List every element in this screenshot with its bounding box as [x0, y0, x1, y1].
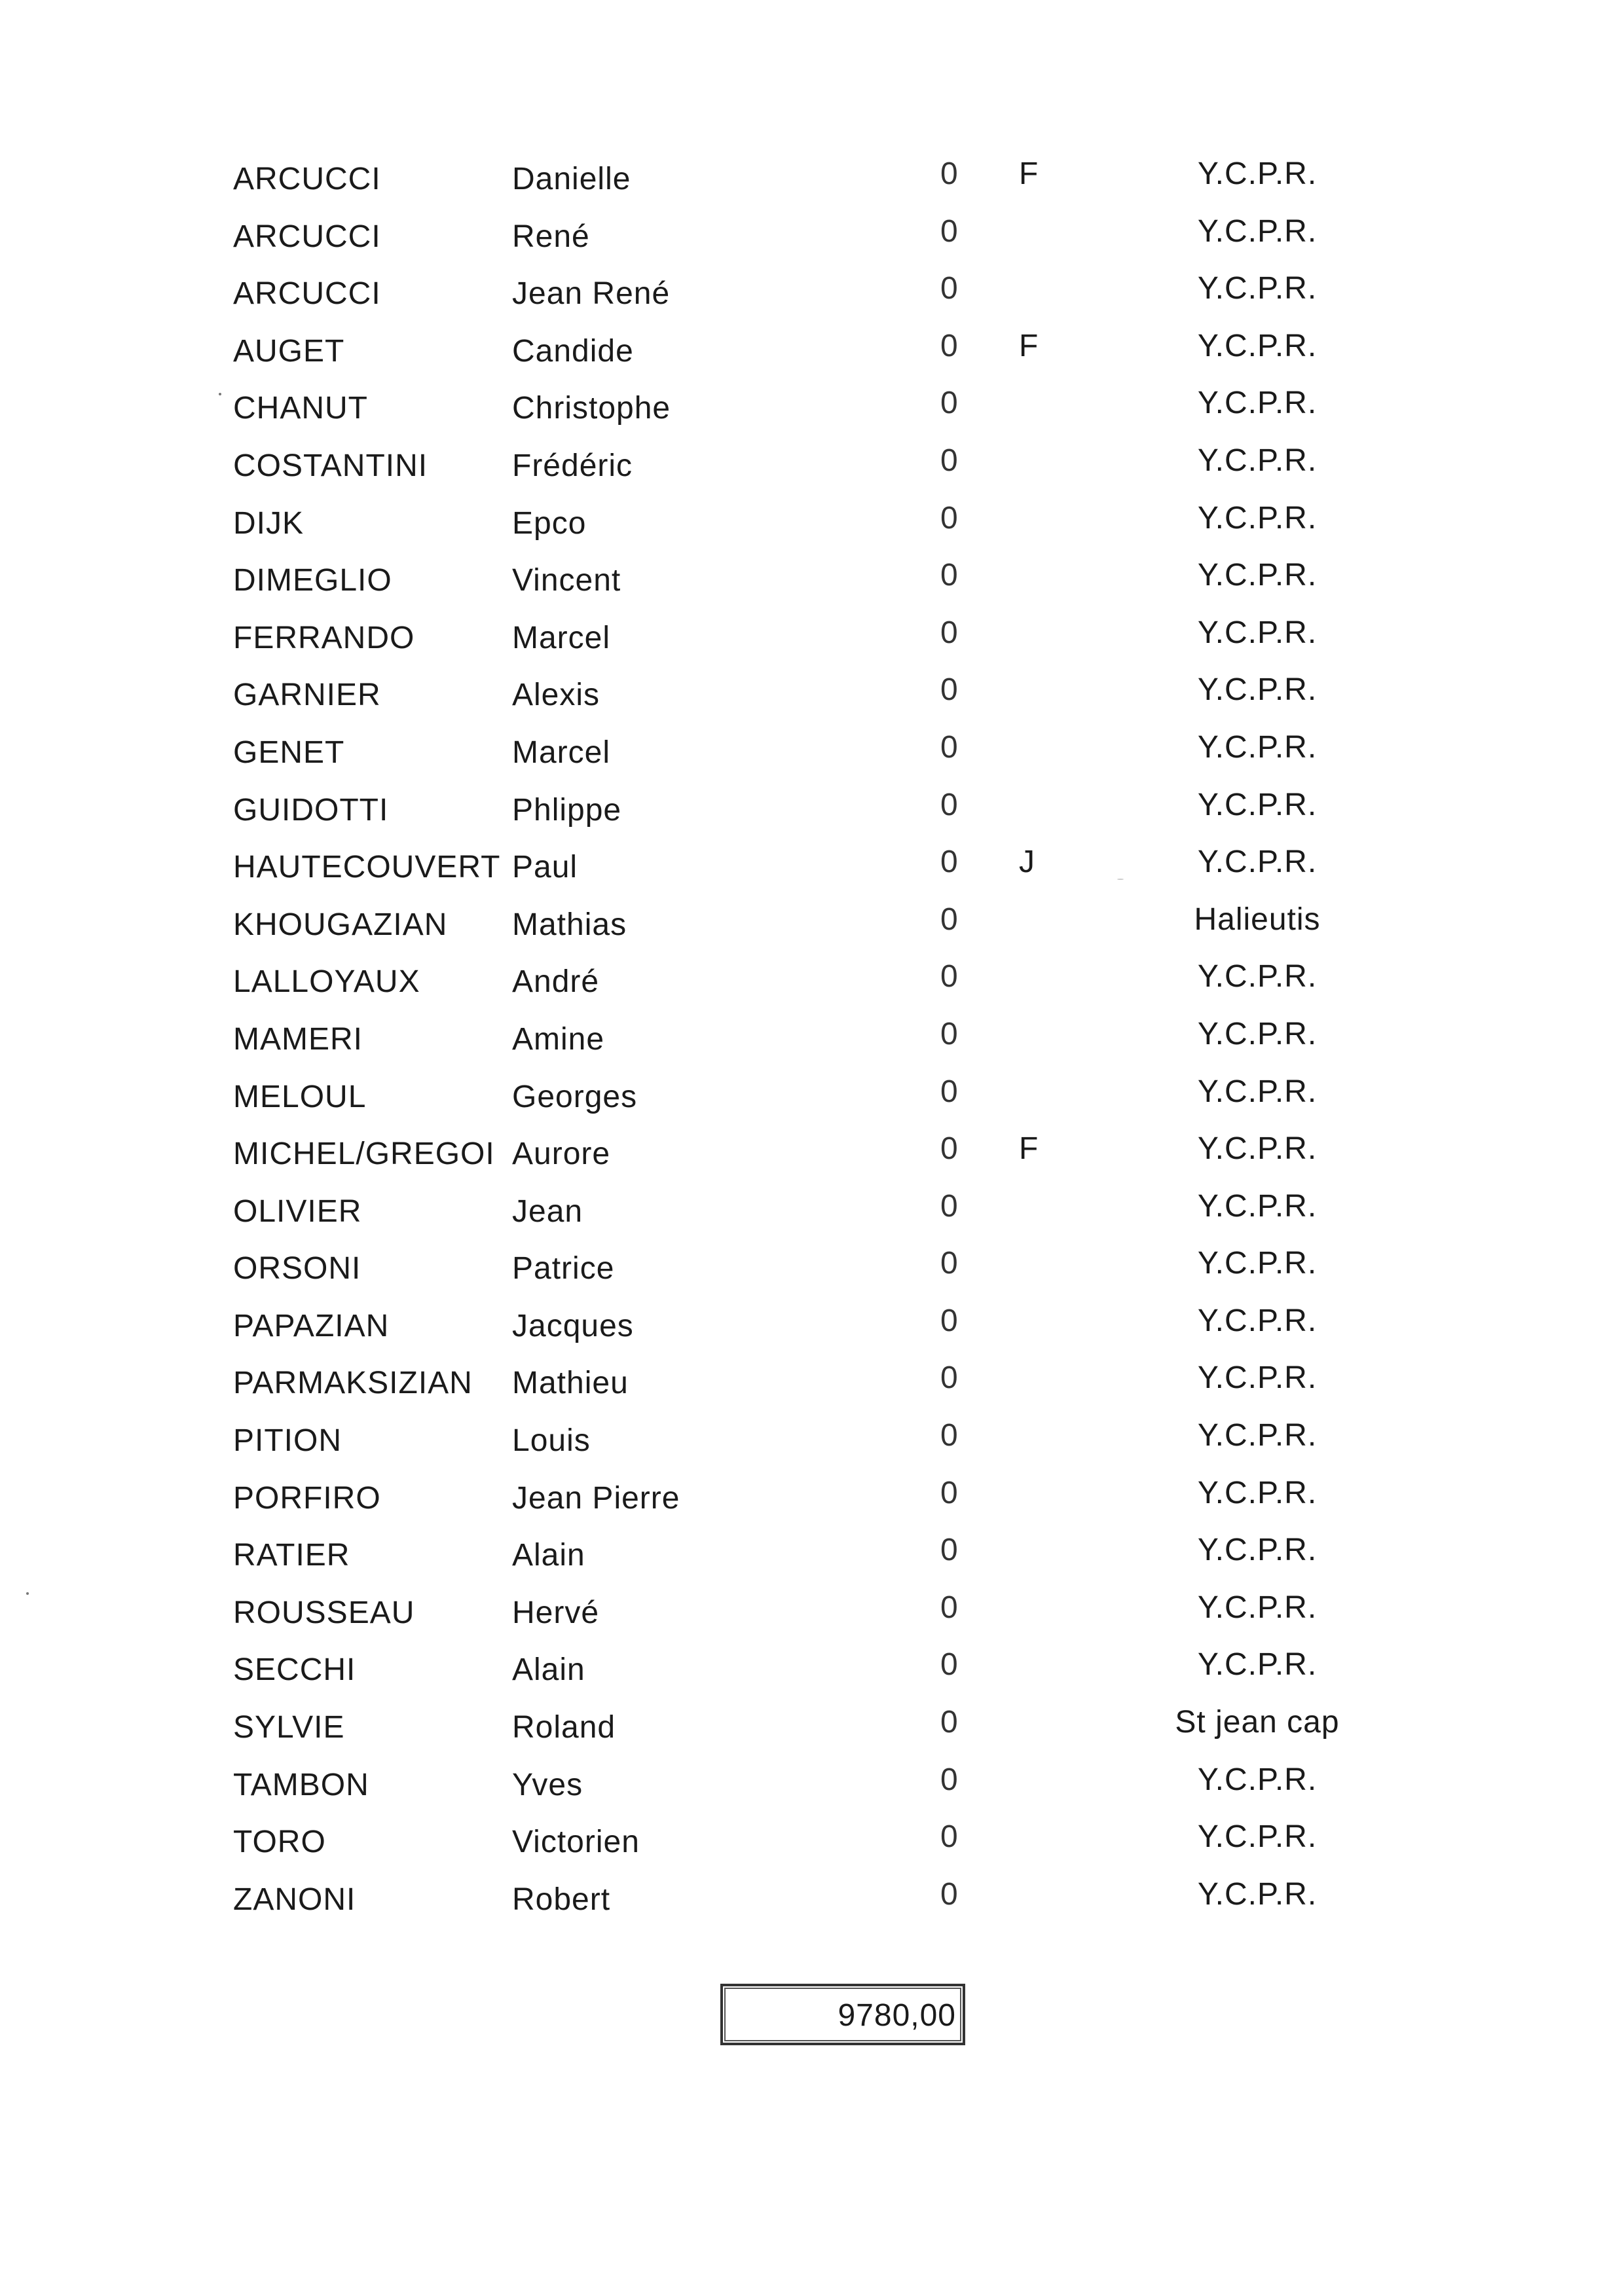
last-name-cell: DIMEGLIO [233, 563, 392, 598]
count-cell: 0 [940, 787, 959, 822]
club-cell: Y.C.P.R. [1197, 959, 1318, 994]
first-name-cell: Mathias [512, 907, 627, 942]
last-name-cell: SYLVIE [233, 1710, 345, 1745]
club-cell: Y.C.P.R. [1197, 443, 1318, 478]
last-name-cell: PITION [233, 1423, 342, 1459]
last-name-cell: PORFIRO [233, 1480, 381, 1516]
table-row [0, 1186, 1624, 1244]
club-cell: Y.C.P.R. [1197, 1819, 1318, 1855]
first-name-cell: Vincent [512, 563, 621, 598]
count-cell: 0 [940, 1303, 959, 1338]
flag-cell: F [1019, 328, 1039, 363]
count-cell: 0 [940, 615, 959, 650]
first-name-cell: Frédéric [512, 448, 633, 483]
count-cell: 0 [940, 959, 959, 994]
first-name-cell: Phlippe [512, 792, 622, 828]
club-cell: Y.C.P.R. [1197, 1876, 1318, 1912]
last-name-cell: TORO [233, 1825, 326, 1860]
last-name-cell: ARCUCCI [233, 219, 381, 254]
flag-cell: J [1019, 845, 1035, 880]
last-name-cell: COSTANTINI [233, 448, 428, 483]
table-row [0, 1645, 1624, 1702]
last-name-cell: CHANUT [233, 391, 368, 426]
club-cell: Y.C.P.R. [1197, 1188, 1318, 1224]
count-cell: 0 [940, 729, 959, 765]
club-cell: Y.C.P.R. [1197, 1475, 1318, 1510]
last-name-cell: ZANONI [233, 1882, 356, 1917]
count-cell: 0 [940, 1016, 959, 1051]
first-name-cell: Louis [512, 1423, 591, 1459]
last-name-cell: AUGET [233, 333, 345, 369]
table-row [0, 1817, 1624, 1874]
club-cell: Y.C.P.R. [1197, 1418, 1318, 1453]
count-cell: 0 [940, 443, 959, 478]
table-row [0, 154, 1624, 211]
count-cell: 0 [940, 271, 959, 306]
last-name-cell: MICHEL/GREGOI [233, 1137, 495, 1172]
first-name-cell: Hervé [512, 1595, 600, 1630]
first-name-cell: Roland [512, 1710, 616, 1745]
first-name-cell: Jacques [512, 1308, 634, 1343]
first-name-cell: André [512, 964, 600, 1000]
count-cell: 0 [940, 1876, 959, 1912]
club-cell: Y.C.P.R. [1197, 1246, 1318, 1281]
count-cell: 0 [940, 1131, 959, 1167]
first-name-cell: Christophe [512, 391, 671, 426]
last-name-cell: LALLOYAUX [233, 964, 420, 1000]
count-cell: 0 [940, 1475, 959, 1510]
table-row [0, 613, 1624, 670]
last-name-cell: FERRANDO [233, 620, 415, 655]
table-row [0, 1072, 1624, 1129]
count-cell: 0 [940, 1705, 959, 1740]
last-name-cell: PAPAZIAN [233, 1308, 390, 1343]
count-cell: 0 [940, 672, 959, 708]
first-name-cell: Alexis [512, 678, 600, 713]
table-row [0, 1588, 1624, 1645]
last-name-cell: OLIVIER [233, 1194, 362, 1229]
first-name-cell: Victorien [512, 1825, 640, 1860]
table-row [0, 383, 1624, 441]
scan-speck [26, 1592, 29, 1595]
first-name-cell: Alain [512, 1538, 585, 1573]
table-row [0, 1760, 1624, 1817]
last-name-cell: ARCUCCI [233, 276, 381, 312]
table-row [0, 727, 1624, 785]
club-cell: Halieutis [1194, 902, 1321, 937]
table-row [0, 268, 1624, 326]
count-cell: 0 [940, 1360, 959, 1396]
last-name-cell: ROUSSEAU [233, 1595, 415, 1630]
table-row [0, 1530, 1624, 1588]
table-row [0, 957, 1624, 1014]
table-row [0, 842, 1624, 900]
club-cell: Y.C.P.R. [1197, 156, 1318, 191]
club-cell: Y.C.P.R. [1197, 213, 1318, 249]
first-name-cell: Amine [512, 1021, 605, 1057]
club-cell: Y.C.P.R. [1197, 500, 1318, 536]
club-cell: Y.C.P.R. [1197, 787, 1318, 822]
table-row [0, 1243, 1624, 1301]
last-name-cell: GENET [233, 735, 345, 770]
last-name-cell: KHOUGAZIAN [233, 907, 448, 942]
total-box [720, 1984, 965, 2045]
club-cell: Y.C.P.R. [1197, 1131, 1318, 1167]
first-name-cell: Aurore [512, 1137, 611, 1172]
first-name-cell: Robert [512, 1882, 611, 1917]
club-cell: Y.C.P.R. [1197, 1533, 1318, 1568]
table-row [0, 441, 1624, 498]
table-row [0, 900, 1624, 957]
first-name-cell: Danielle [512, 162, 631, 196]
table-row [0, 1702, 1624, 1760]
count-cell: 0 [940, 1533, 959, 1568]
club-cell: Y.C.P.R. [1197, 1590, 1318, 1625]
last-name-cell: PARMAKSIZIAN [233, 1366, 473, 1401]
club-cell: Y.C.P.R. [1197, 729, 1318, 765]
count-cell: 0 [940, 1647, 959, 1683]
count-cell: 0 [940, 1819, 959, 1855]
first-name-cell: Georges [512, 1079, 638, 1114]
count-cell: 0 [940, 1074, 959, 1109]
first-name-cell: Paul [512, 850, 578, 885]
club-cell: St jean cap [1175, 1705, 1340, 1740]
flag-cell: F [1019, 156, 1039, 191]
scan-speck [219, 393, 221, 395]
table-row [0, 211, 1624, 269]
club-cell: Y.C.P.R. [1197, 271, 1318, 306]
club-cell: Y.C.P.R. [1197, 672, 1318, 708]
club-cell: Y.C.P.R. [1197, 1647, 1318, 1683]
table-row [0, 785, 1624, 843]
count-cell: 0 [940, 558, 959, 593]
table-row [0, 1358, 1624, 1415]
first-name-cell: Candide [512, 333, 634, 369]
last-name-cell: RATIER [233, 1538, 350, 1573]
last-name-cell: SECCHI [233, 1652, 356, 1688]
table-row [0, 670, 1624, 727]
club-cell: Y.C.P.R. [1197, 386, 1318, 421]
first-name-cell: Epco [512, 505, 587, 541]
last-name-cell: TAMBON [233, 1767, 369, 1802]
first-name-cell: Patrice [512, 1251, 615, 1286]
count-cell: 0 [940, 213, 959, 249]
first-name-cell: Yves [512, 1767, 583, 1802]
last-name-cell: ARCUCCI [233, 162, 381, 196]
club-cell: Y.C.P.R. [1197, 1016, 1318, 1051]
last-name-cell: ORSONI [233, 1251, 361, 1286]
first-name-cell: Jean [512, 1194, 583, 1229]
last-name-cell: HAUTECOUVERT [233, 850, 501, 885]
first-name-cell: Mathieu [512, 1366, 629, 1401]
scan-speck [1117, 879, 1124, 880]
total-value: 9780,00 [838, 1998, 956, 2033]
table-row [0, 1014, 1624, 1072]
table-row [0, 555, 1624, 613]
count-cell: 0 [940, 845, 959, 880]
table-row [0, 1415, 1624, 1473]
table-row [0, 498, 1624, 556]
last-name-cell: GUIDOTTI [233, 792, 389, 828]
count-cell: 0 [940, 500, 959, 536]
club-cell: Y.C.P.R. [1197, 1303, 1318, 1338]
club-cell: Y.C.P.R. [1197, 558, 1318, 593]
last-name-cell: GARNIER [233, 678, 381, 713]
count-cell: 0 [940, 1188, 959, 1224]
club-cell: Y.C.P.R. [1197, 1762, 1318, 1797]
count-cell: 0 [940, 1590, 959, 1625]
count-cell: 0 [940, 328, 959, 363]
first-name-cell: Jean Pierre [512, 1480, 680, 1516]
table-row [0, 1129, 1624, 1186]
club-cell: Y.C.P.R. [1197, 845, 1318, 880]
count-cell: 0 [940, 1418, 959, 1453]
flag-cell: F [1019, 1131, 1039, 1167]
table-row [0, 326, 1624, 384]
count-cell: 0 [940, 156, 959, 191]
club-cell: Y.C.P.R. [1197, 328, 1318, 363]
table-row [0, 1874, 1624, 1932]
count-cell: 0 [940, 386, 959, 421]
count-cell: 0 [940, 902, 959, 937]
count-cell: 0 [940, 1246, 959, 1281]
first-name-cell: Marcel [512, 620, 611, 655]
club-cell: Y.C.P.R. [1197, 1074, 1318, 1109]
table-row [0, 1301, 1624, 1358]
first-name-cell: Jean René [512, 276, 671, 312]
first-name-cell: René [512, 219, 590, 254]
table-row [0, 1473, 1624, 1531]
last-name-cell: DIJK [233, 505, 304, 541]
last-name-cell: MELOUL [233, 1079, 367, 1114]
first-name-cell: Marcel [512, 735, 611, 770]
count-cell: 0 [940, 1762, 959, 1797]
first-name-cell: Alain [512, 1652, 585, 1688]
club-cell: Y.C.P.R. [1197, 615, 1318, 650]
club-cell: Y.C.P.R. [1197, 1360, 1318, 1396]
roster-table [0, 154, 1624, 1931]
last-name-cell: MAMERI [233, 1021, 363, 1057]
